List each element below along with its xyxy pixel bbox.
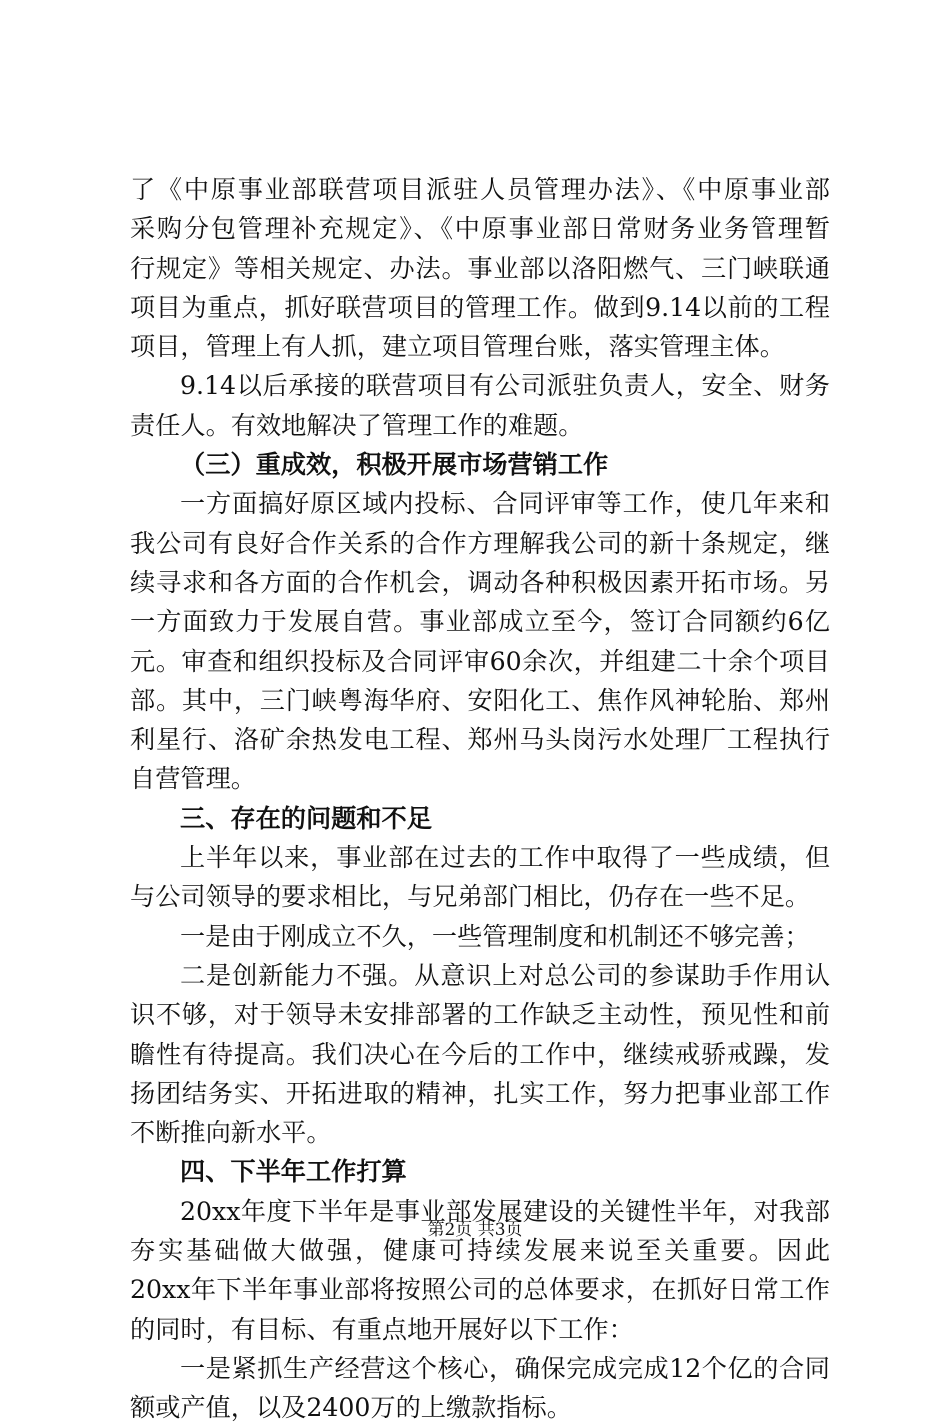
text-line: 上半年以来，事业部在过去的工作中取得了一些成绩，但	[180, 843, 830, 873]
text-line: 利星行、洛矿余热发电工程、郑州马头岗污水处理厂工程执行	[130, 725, 830, 755]
text-line: 一方面搞好原区域内投标、合同评审等工作，使几年来和	[180, 489, 830, 519]
text-line: 识不够，对于领导未安排部署的工作缺乏主动性，预见性和前	[130, 1000, 830, 1030]
text-line: 与公司领导的要求相比，与兄弟部门相比，仍存在一些不足。	[130, 882, 811, 912]
text-line: 责任人。有效地解决了管理工作的难题。	[130, 410, 584, 440]
text-line: 部。其中，三门峡粤海华府、安阳化工、焦作风神轮胎、郑州	[130, 685, 830, 715]
text-line: 一方面致力于发展自营。事业部成立至今，签订合同额约6亿	[130, 607, 830, 637]
text-line: 我公司有良好合作关系的合作方理解我公司的新十条规定，继	[130, 528, 830, 558]
text-line: 行规定》等相关规定、办法。事业部以洛阳燃气、三门峡联通	[130, 253, 830, 283]
text-line: 20xx年下半年事业部将按照公司的总体要求，在抓好日常工作	[130, 1275, 830, 1305]
text-line: 9.14以后承接的联营项目有公司派驻负责人，安全、财务	[180, 371, 830, 401]
text-line: 元。审查和组织投标及合同评审60余次，并组建二十余个项目	[130, 646, 830, 676]
text-line: 项目，管理上有人抓，建立项目管理台账，落实管理主体。	[130, 332, 785, 362]
section-heading: （三）重成效，积极开展市场营销工作	[180, 450, 609, 480]
section-heading: 四、下半年工作打算	[180, 1157, 407, 1187]
text-line: 额或产值，以及2400万的上缴款指标。	[130, 1393, 572, 1423]
text-line: 了《中原事业部联营项目派驻人员管理办法》、《中原事业部	[130, 175, 830, 204]
text-line: 采购分包管理补充规定》、《中原事业部日常财务业务管理暂	[130, 214, 830, 244]
text-line: 夯实基础做大做强，健康可持续发展来说至关重要。因此	[130, 1236, 830, 1266]
text-line: 的同时，有目标、有重点地开展好以下工作：	[130, 1314, 634, 1344]
page-footer: 第2页 共3页	[427, 1220, 523, 1240]
text-line: 续寻求和各方面的合作机会，调动各种积极因素开拓市场。另	[130, 567, 830, 597]
text-line: 自营管理。	[130, 764, 256, 794]
text-line: 项目为重点，抓好联营项目的管理工作。做到9.14以前的工程	[130, 292, 830, 322]
text-line: 不断推向新水平。	[130, 1118, 332, 1148]
text-line: 瞻性有待提高。我们决心在今后的工作中，继续戒骄戒躁，发	[130, 1039, 830, 1069]
text-line: 一是紧抓生产经营这个核心，确保完成完成12个亿的合同	[180, 1353, 830, 1383]
section-heading: 三、存在的问题和不足	[180, 803, 432, 833]
text-line: 一是由于刚成立不久，一些管理制度和机制还不够完善；	[180, 921, 810, 951]
text-line: 20xx年度下半年是事业部发展建设的关键性半年，对我部	[180, 1196, 830, 1226]
text-line: 二是创新能力不强。从意识上对总公司的参谋助手作用认	[180, 960, 830, 990]
text-line: 扬团结务实、开拓进取的精神，扎实工作，努力把事业部工作	[130, 1078, 830, 1108]
